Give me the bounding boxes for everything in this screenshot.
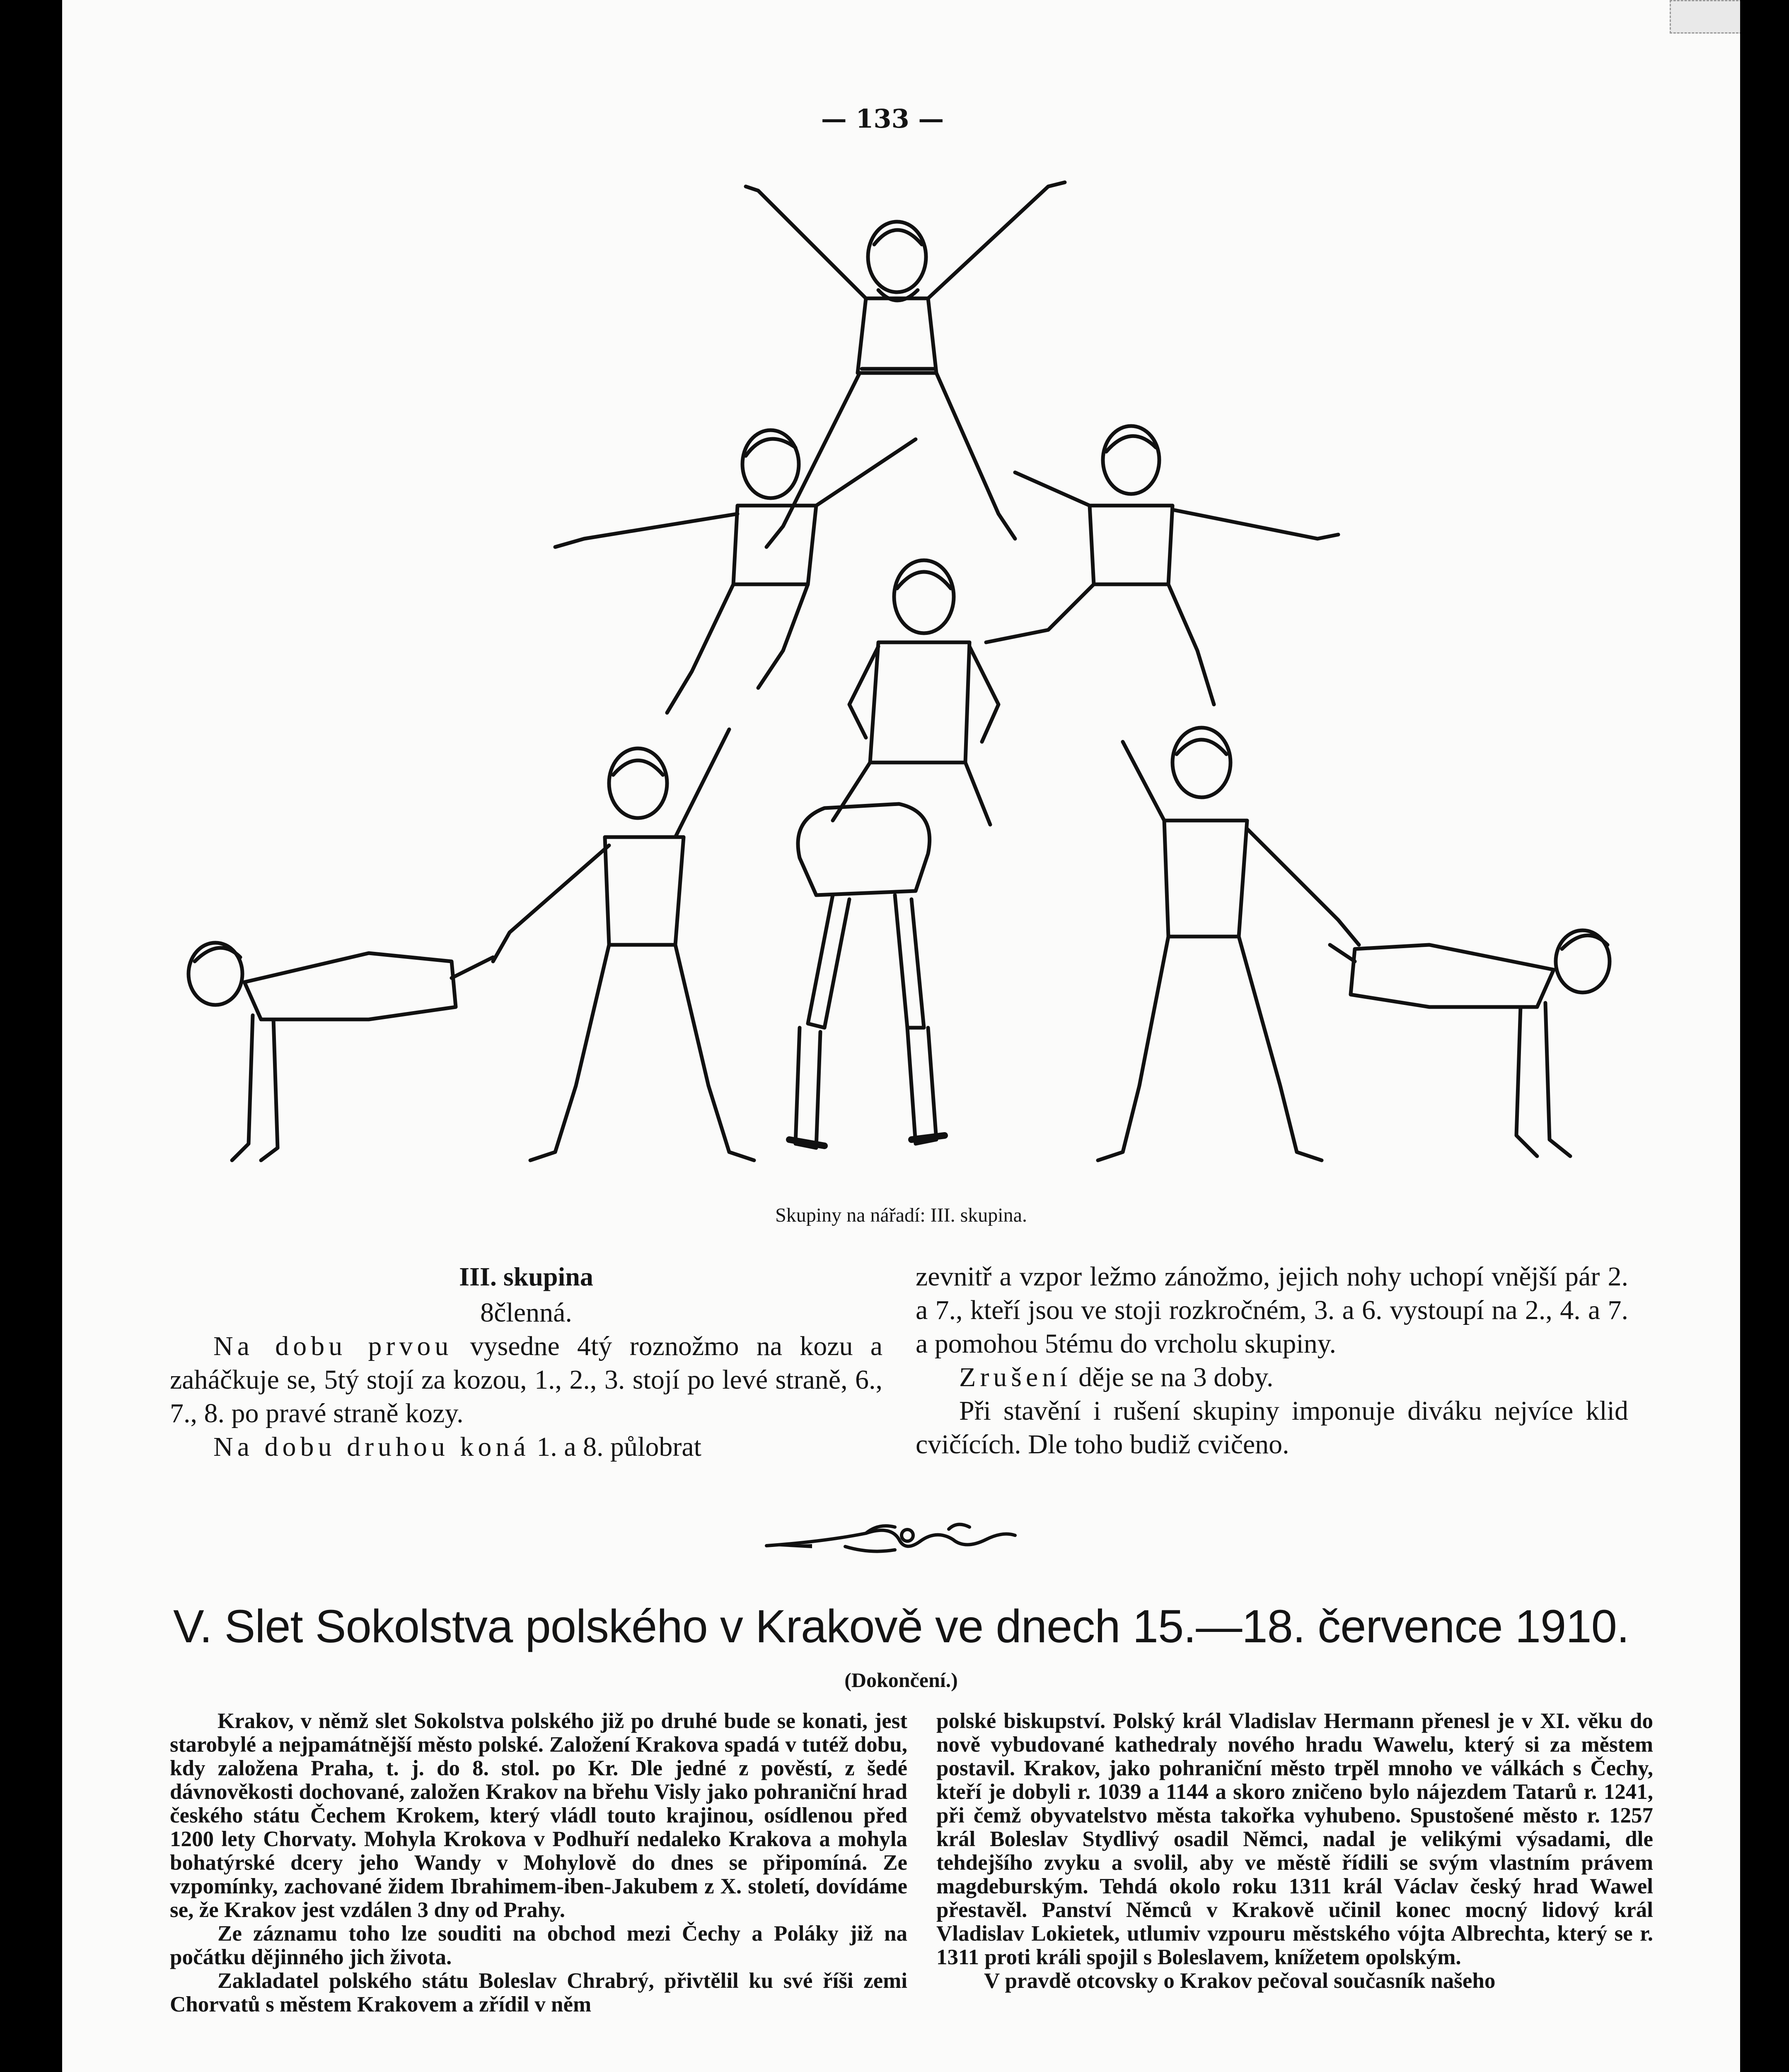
bottom-left-gymnast xyxy=(189,943,493,1160)
scanned-page xyxy=(62,0,1740,2072)
article-subtitle: (Dokončení.) xyxy=(844,1668,958,1692)
left-text-column xyxy=(170,1260,882,1464)
paragraph: Ze záznamu toho lze souditi na obchod mezi Čechy a Poláky již na počátku dějinného jich života. xyxy=(170,1922,907,1969)
section-subheading: 8členná. xyxy=(480,1297,572,1328)
article-title: V. Slet Sokolstva polského v Krakově ve dnech 15.—18. července 1910. xyxy=(173,1600,1629,1652)
article-left-column xyxy=(170,1709,907,2016)
section-heading: III. skupina xyxy=(459,1262,593,1291)
paragraph: polské biskupství. Polský král Vladislav Hermann přenesl je v XI. věku do nově vybudované kathedraly nového hradu Wawelu, který si za městem postavil. Krakov, jako pohraniční město trpěl mnoho ve válkách s Čechy, kteří je dobyli r. 1039 a 1144 a skoro zničeno bylo nájezdem Tatarů r. 1241, při čemž obyvatelstvo města takořka vyhubeno. Spustošené město r. 1257 král Boleslav Stydlivý osadil Němci, nadal je velikými výsadami, dle tehdejšího zvyku a svolil, aby ve městě řídili se svým vlastním právem magdeburským. Tehdá okolo roku 1311 král Václav český hrad Wawel přestavěl. Panství Němců v Krakově učinil konec mocný lidový král Vladislav Lokietek, utlumiv vzpouru městského vójta Albrechta, který se r. 1311 proti králi spojil s Boleslavem, knížetem opolským. xyxy=(936,1709,1653,1969)
spaced-lead: Zrušení xyxy=(959,1362,1072,1392)
center-seated-gymnast xyxy=(833,560,998,825)
bottom-right-gymnast xyxy=(1330,930,1610,1156)
top-gymnast xyxy=(746,182,1065,547)
ornament-divider-icon xyxy=(762,1517,1019,1562)
paragraph: Zakladatel polského státu Boleslav Chrabrý, přivtělil ku své říši zemi Chorvatů s městem Krakovem a zřídil v něm xyxy=(170,1969,907,2016)
article-right-column xyxy=(936,1709,1653,1993)
paragraph: Krakov, v němž slet Sokolstva polského již po druhé bude se konati, jest starobylé a nejpamátnější město polské. Založení Krakova spadá v tutéž dobu, kdy založena Praha, t. j. do 8. stol. po Kr. Dle jedné z pověstí, z šedé dávnověkosti dochované, založen Krakov na břehu Visly jako pohraniční hrad českého státu Čechem Krokem, který vládl touto krajinou, osídlenou před 1200 lety Chorvaty. Mohyla Krokova v Podhuří nedaleko Krakova a mohyla bohatýrské dcery jeho Wandy v Mohylově do dnes se připomíná. Ze vzpomínky, zachované židem Ibrahimem-iben-Jakubem z X. století, dovídáme se, že Krakov jest vzdálen 3 dny od Prahy. xyxy=(170,1709,907,1922)
paragraph: V pravdě otcovsky o Krakov pečoval současník našeho xyxy=(984,1969,1496,1993)
lower-left-gymnast xyxy=(493,729,754,1160)
paragraph: Zrušení děje se na 3 doby. xyxy=(959,1362,1274,1392)
paragraph: Při stavění i rušení skupiny imponuje diváku nejvíce klid cvičících. Dle toho budiž cvičeno. xyxy=(916,1396,1628,1460)
page-number: — 133 — xyxy=(821,104,944,134)
page-corner-tab xyxy=(1670,0,1740,34)
vaulting-horse xyxy=(789,804,945,1148)
gymnast-pyramid-illustration xyxy=(137,174,1649,1181)
upper-right-gymnast xyxy=(986,426,1338,704)
paragraph: Na dobu prvou vysedne 4tý roznožmo na kozu a zaháčkuje se, 5tý stojí za kozou, 1., 2., 3. stojí po levé straně, 6., 7., 8. po pravé straně kozy. xyxy=(170,1331,882,1428)
lower-right-gymnast xyxy=(1098,728,1359,1160)
figure-caption: Skupiny na nářadí: III. skupina. xyxy=(775,1204,1027,1226)
paragraph: zevnitř a vzpor ležmo zánožmo, jejich nohy uchopí vnější pár 2. a 7., kteří jsou ve stoji rozkročném, 3. a 6. vystoupí na 2., 4. a 7. a pomohou 5tému do vrcholu skupiny. xyxy=(916,1261,1628,1359)
upper-left-gymnast xyxy=(555,430,916,713)
right-text-column xyxy=(916,1260,1628,1461)
spaced-lead: Na dobu prvou xyxy=(213,1331,453,1361)
paragraph: Na dobu druhou koná 1. a 8. půlobrat xyxy=(213,1432,701,1462)
spaced-lead: Na dobu druhou koná xyxy=(213,1432,530,1462)
